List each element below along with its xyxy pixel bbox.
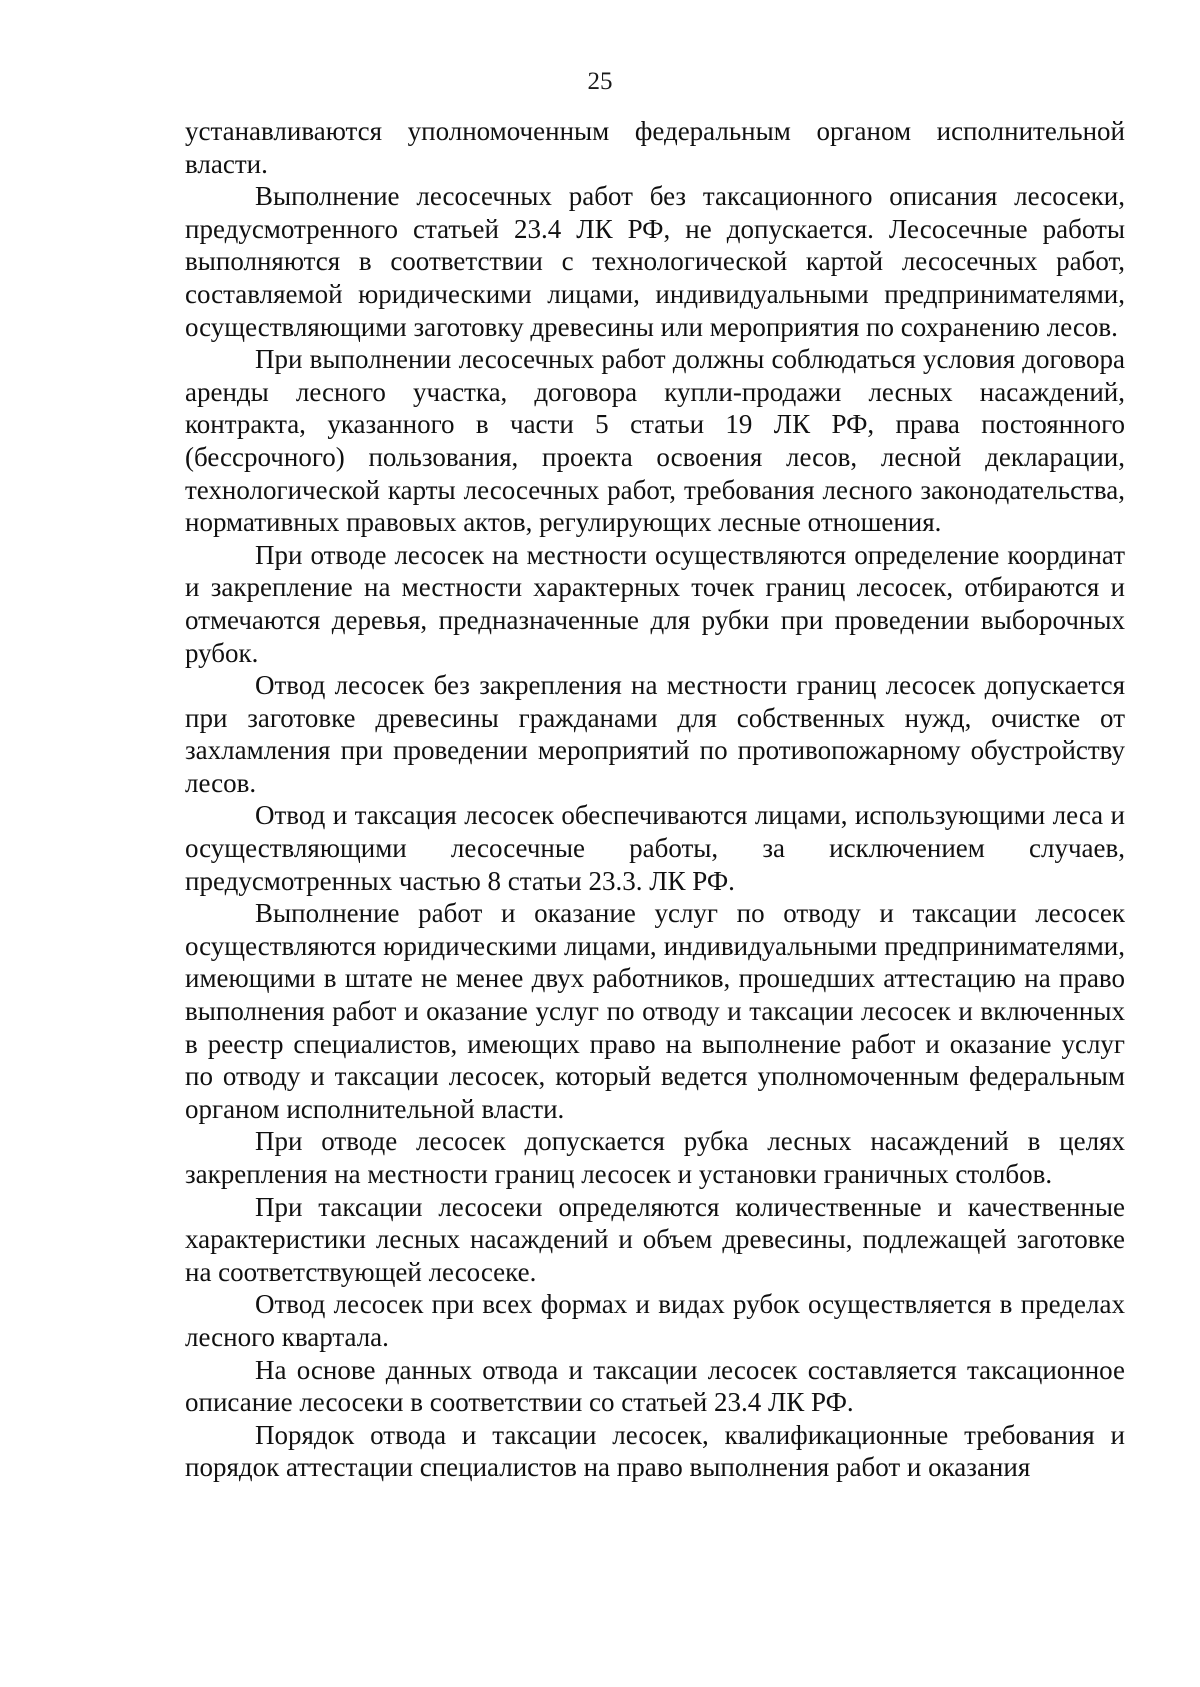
paragraph-procedure: Порядок отвода и таксации лесосек, квалификационные требования и порядок аттестации специалистов на право выполнения работ и оказания [185,1419,1125,1483]
paragraph-allotment-on-terrain: При отводе лесосек на местности осуществляются определение координат и закрепление на местности характерных точек границ лесосек, отбираются и отмечаются деревья, предназначенные для рубки при проведении выборочных рубок. [185,539,1125,668]
paragraph-allotment-contractors: Выполнение работ и оказание услуг по отводу и таксации лесосек осуществляются юридическими лицами, индивидуальными предпринимателями, имеющими в штате не менее двух работников, прошедших аттестацию на право выполнения работ и оказание услуг по отводу и таксации лесосек и включенных в реестр специалистов, имеющих право на выполнение работ и оказание услуг по отводу и таксации лесосек, который ведется уполномоченным федеральным органом исполнительной власти. [185,898,1125,1124]
document-body [185,115,1125,1484]
paragraph-allotment-without-marking: Отвод лесосек без закрепления на местности границ лесосек допускается при заготовке древесины гражданами для собственных нужд, очистке от захламления при проведении мероприятий по противопожарному обустройству лесов. [185,670,1125,798]
paragraph-taxation-description: На основе данных отвода и таксации лесосек составляется таксационное описание лесосеки в соответствии со статьей 23.4 ЛК РФ. [185,1354,1125,1418]
paragraph-boundary-clearing: При отводе лесосек допускается рубка лесных насаждений в целях закрепления на местности границ лесосек и установки граничных столбов. [185,1126,1125,1189]
page-number: 25 [587,68,613,95]
paragraph-harvesting-without-description: Выполнение лесосечных работ без таксационного описания лесосеки, предусмотренного статьей 23.4 ЛК РФ, не допускается. Лесосечные работы выполняются в соответствии с технологической картой лесосечных работ, составляемой юридическими лицами, индивидуальными предпринимателями, осуществляющими заготовку древесины или мероприятия по сохранению лесов. [185,181,1125,342]
paragraph-harvesting-conditions: При выполнении лесосечных работ должны соблюдаться условия договора аренды лесного участка, договора купли-продажи лесных насаждений, контракта, указанного в части 5 статьи 19 ЛК РФ, права постоянного (бессрочного) пользования, проекта освоения лесов, лесной декларации, технологической карты лесосечных работ, требования лесного законодательства, нормативных правовых актов, регулирующих лесные отношения. [185,344,1125,538]
paragraph-allotment-responsibility: Отвод и таксация лесосек обеспечиваются лицами, использующими леса и осуществляющими лесосечные работы, за исключением случаев, предусмотренных частью 8 статьи 23.3. ЛК РФ. [185,800,1125,896]
paragraph-continuation: устанавливаются уполномоченным федеральным органом исполнительной власти. [185,116,1125,179]
paragraph-taxation-characteristics: При таксации лесосеки определяются количественные и качественные характеристики лесных насаждений и объем древесины, подлежащей заготовке на соответствующей лесосеке. [185,1191,1125,1287]
paragraph-forest-quarter: Отвод лесосек при всех формах и видах рубок осуществляется в пределах лесного квартала. [185,1289,1125,1352]
